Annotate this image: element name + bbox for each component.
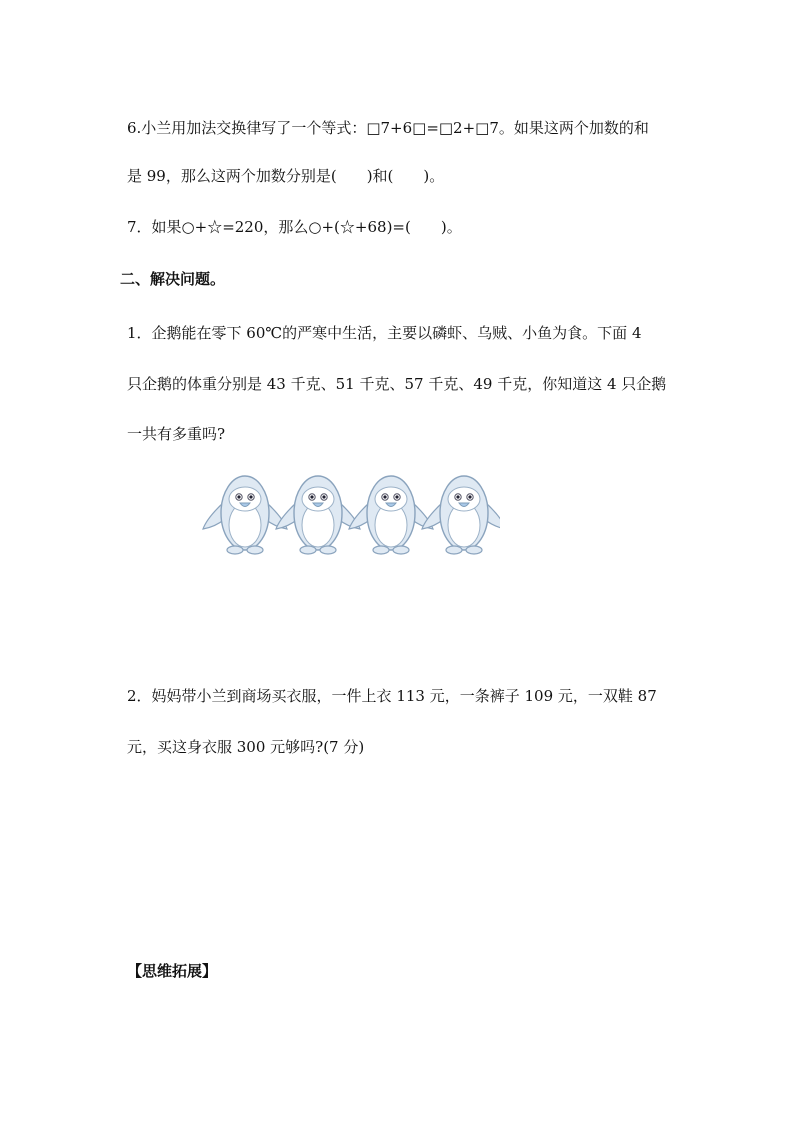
penguins-illustration xyxy=(200,470,500,556)
penguin-3 xyxy=(349,476,433,554)
p1-line-2: 只企鹅的体重分别是 43 千克、51 千克、57 千克、49 千克，你知道这 4 只企鹅 xyxy=(127,375,667,393)
penguin-4 xyxy=(422,476,500,554)
p1-line-3: 一共有多重吗? xyxy=(127,425,226,443)
penguin-2 xyxy=(276,476,360,554)
p1-line-1: 1．企鹅能在零下 60℃的严寒中生活，主要以磷虾、乌贼、小鱼为食。下面 4 xyxy=(127,324,642,342)
p2-line-1: 2．妈妈带小兰到商场买衣服，一件上衣 113 元，一条裤子 109 元，一双鞋 87 xyxy=(127,687,657,705)
q6-line-1: 6.小兰用加法交换律写了一个等式：□7+6□=□2+□7。如果这两个加数的和 xyxy=(127,119,649,137)
q7-line-1: 7．如果○+☆=220，那么○+(☆+68)=( )。 xyxy=(127,218,462,236)
section-heading-thinking-extension: 【思维拓展】 xyxy=(127,962,218,980)
p2-line-2: 元，买这身衣服 300 元够吗?(7 分) xyxy=(127,738,365,756)
section-heading-problem-solving: 二、解决问题。 xyxy=(120,270,226,288)
q6-line-2: 是 99，那么这两个加数分别是( )和( )。 xyxy=(127,167,445,185)
penguin-1 xyxy=(203,476,287,554)
